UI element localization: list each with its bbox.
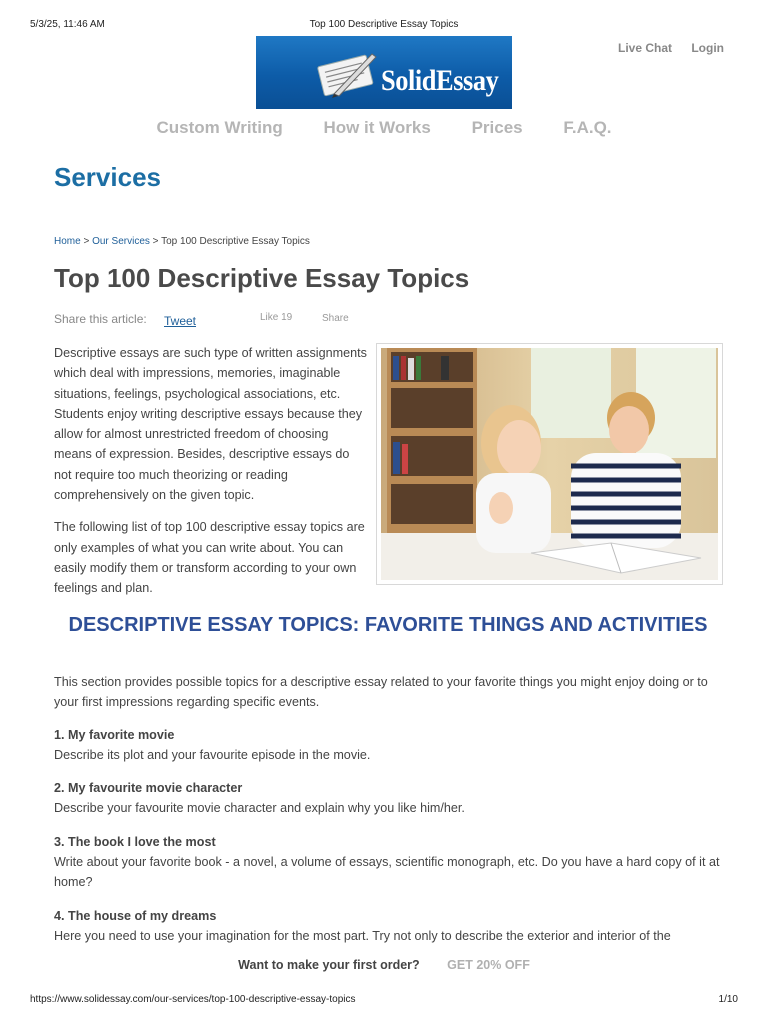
order-bar — [0, 958, 768, 972]
article-title: Top 100 Descriptive Essay Topics — [54, 263, 470, 293]
breadcrumb-current: Top 100 Descriptive Essay Topics — [161, 236, 310, 247]
breadcrumb-separator: > — [80, 236, 93, 247]
share-label: Share this article: — [54, 312, 147, 326]
topic-item — [54, 832, 724, 892]
topic-description: Describe your favourite movie character and explain why you like him/her. — [54, 801, 465, 815]
topic-item — [54, 906, 724, 946]
breadcrumb-our-services[interactable]: Our Services — [92, 236, 150, 247]
top-links — [618, 41, 724, 55]
tweet-button[interactable]: Tweet — [164, 314, 197, 328]
topic-title: 1. My favorite movie — [54, 728, 175, 742]
share-button[interactable]: Share — [322, 313, 349, 324]
topic-item — [54, 725, 724, 765]
breadcrumb-separator: > — [149, 236, 162, 247]
site-logo[interactable] — [256, 36, 512, 109]
services-heading: Services — [54, 162, 161, 192]
topic-description: Write about your favorite book - a novel, a volume of essays, scientific monograph, etc. Do you have a hard copy of it at home? — [54, 855, 720, 889]
nav-custom-writing[interactable]: Custom Writing — [156, 118, 283, 137]
students-studying-image — [381, 348, 718, 580]
discount-button[interactable]: GET 20% OFF — [447, 958, 530, 972]
like-button[interactable]: Like 19 — [260, 312, 293, 323]
breadcrumb — [54, 236, 310, 247]
section-heading: DESCRIPTIVE ESSAY TOPICS: FAVORITE THINGS AND ACTIVITIES — [68, 614, 708, 636]
main-nav — [0, 118, 768, 138]
page-number: 1/10 — [718, 994, 738, 1005]
paper-quill-icon — [314, 48, 380, 100]
section-intro: This section provides possible topics for a descriptive essay related to your favorite things you might enjoy doing or to your first impressions regarding specific events. — [54, 675, 708, 710]
login-link[interactable]: Login — [691, 41, 724, 55]
nav-prices[interactable]: Prices — [471, 118, 523, 137]
topic-title: 3. The book I love the most — [54, 835, 216, 849]
print-header — [30, 19, 738, 33]
topic-description: Here you need to use your imagination for the most part. Try not only to describe the exterior and interior of the — [54, 929, 671, 943]
live-chat-link[interactable]: Live Chat — [617, 41, 672, 55]
print-title: Top 100 Descriptive Essay Topics — [309, 19, 459, 30]
share-row — [54, 312, 374, 328]
logo-text: SolidEssay — [381, 64, 499, 97]
nav-how-it-works[interactable]: How it Works — [323, 118, 431, 137]
topic-title: 2. My favourite movie character — [54, 781, 243, 795]
topic-description: Describe its plot and your favourite episode in the movie. — [54, 748, 371, 762]
students-photo — [376, 343, 723, 585]
topic-item — [54, 778, 724, 818]
intro-text — [54, 343, 367, 611]
print-date: 5/3/25, 11:46 AM — [30, 19, 105, 30]
intro-paragraph: Descriptive essays are such type of written assignments which deal with impressions, memories, imaginable situations, feelings, psychological associations, etc. Students enjoy writing descriptive essays because they allow for almost unrestricted freedom of choosing means of expression. Besides, descriptive essays do not require too much theorizing or reading comprehensively on the given topic. — [54, 346, 367, 503]
nav-faq[interactable]: F.A.Q. — [563, 118, 612, 137]
order-prompt: Want to make your first order? — [238, 958, 420, 972]
page-url: https://www.solidessay.com/our-services/top-100-descriptive-essay-topics — [30, 994, 356, 1005]
intro-paragraph: The following list of top 100 descriptive essay topics are only examples of what you can write about. You can easily modify them or transform according to your own feelings and plan. — [54, 520, 365, 596]
breadcrumb-home[interactable]: Home — [54, 236, 81, 247]
topic-title: 4. The house of my dreams — [54, 909, 217, 923]
